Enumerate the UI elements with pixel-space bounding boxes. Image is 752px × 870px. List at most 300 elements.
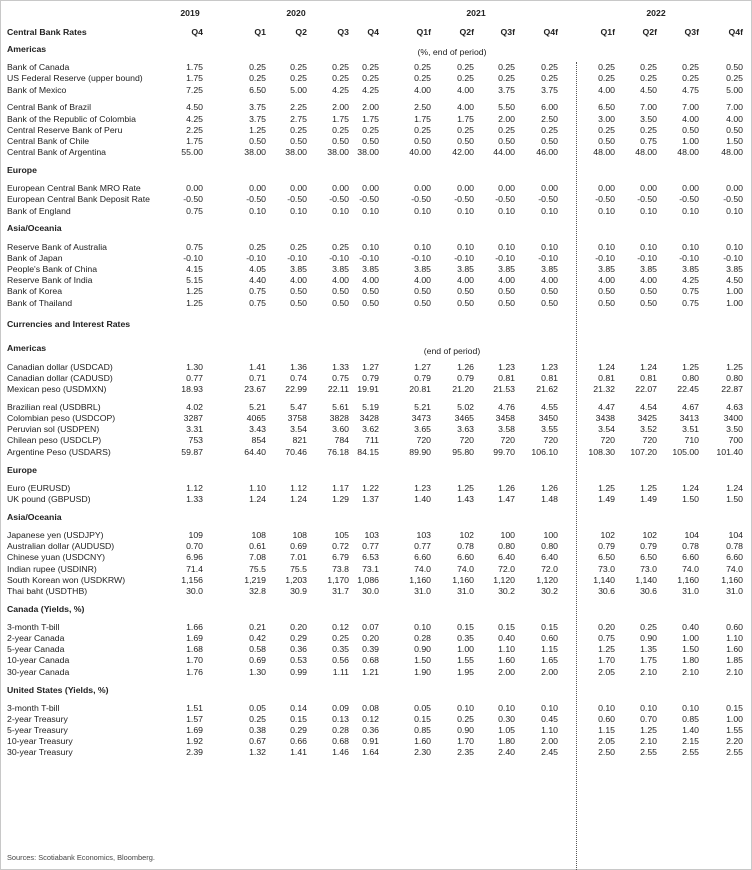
table-cell: 700 — [728, 435, 743, 446]
table-cell: 1.75 — [457, 113, 474, 124]
table-cell: -0.50 — [679, 194, 699, 205]
table-cell: 1.70 — [186, 655, 203, 666]
table-cell: 0.25 — [249, 62, 266, 73]
table-cell: 5.00 — [726, 84, 743, 95]
table-cell: -0.50 — [495, 194, 515, 205]
table-cell: 73.0 — [598, 563, 615, 574]
table-cell: 1,086 — [357, 574, 379, 585]
row-label: Bank of Thailand — [7, 297, 73, 308]
table-cell: 0.10 — [682, 241, 699, 252]
table-cell: 6.50 — [598, 552, 615, 563]
table-cell: 1.24 — [290, 493, 307, 504]
table-cell: 0.25 — [362, 62, 379, 73]
table-cell: 0.00 — [186, 183, 203, 194]
table-cell: -0.10 — [359, 252, 379, 263]
table-cell: 18.93 — [181, 384, 203, 395]
table-cell: 3450 — [538, 413, 558, 424]
table-cell: 0.15 — [290, 713, 307, 724]
table-cell: 0.25 — [249, 241, 266, 252]
table-cell: 0.00 — [726, 183, 743, 194]
region-heading: Asia/Oceania — [7, 223, 62, 234]
table-cell: 2.00 — [332, 102, 349, 113]
table-cell: -0.10 — [679, 252, 699, 263]
table-cell: 3.55 — [541, 424, 558, 435]
table-cell: 1,160 — [409, 574, 431, 585]
table-cell: 6.60 — [414, 552, 431, 563]
table-cell: 0.00 — [414, 183, 431, 194]
table-cell: -0.50 — [287, 194, 307, 205]
table-cell: 3.75 — [541, 84, 558, 95]
table-cell: 3.85 — [362, 264, 379, 275]
table-cell: 1.70 — [598, 655, 615, 666]
region-heading: United States (Yields, %) — [7, 684, 109, 695]
table-cell: 0.50 — [640, 286, 657, 297]
table-cell: 0.50 — [290, 135, 307, 146]
table-cell: 2.00 — [541, 736, 558, 747]
table-cell: 4.50 — [726, 275, 743, 286]
table-cell: 1.25 — [682, 361, 699, 372]
table-cell: 4.50 — [640, 84, 657, 95]
table-cell: 1.55 — [726, 725, 743, 736]
table-cell: 46.00 — [536, 147, 558, 158]
table-cell: 0.15 — [498, 621, 515, 632]
row-label: 30-year Canada — [7, 666, 70, 677]
table-cell: 1.60 — [498, 655, 515, 666]
table-cell: 1.00 — [457, 644, 474, 655]
table-cell: 2.10 — [640, 666, 657, 677]
table-cell: -0.50 — [538, 194, 558, 205]
table-cell: 7.01 — [290, 552, 307, 563]
table-cell: 38.00 — [244, 147, 266, 158]
table-cell: 105.00 — [672, 446, 699, 457]
table-cell: 0.75 — [640, 135, 657, 146]
row-label: Central Bank of Chile — [7, 135, 90, 146]
table-cell: 0.21 — [249, 621, 266, 632]
table-cell: 4.00 — [457, 84, 474, 95]
row-label: 10-year Canada — [7, 655, 70, 666]
table-cell: 0.50 — [726, 62, 743, 73]
table-cell: 1.46 — [332, 747, 349, 758]
table-cell: 854 — [251, 435, 266, 446]
table-cell: 3.85 — [457, 264, 474, 275]
table-cell: 0.25 — [498, 124, 515, 135]
table-cell: 2.55 — [726, 747, 743, 758]
table-cell: 2.25 — [290, 102, 307, 113]
table-cell: 3.43 — [249, 424, 266, 435]
table-cell: 1.25 — [186, 286, 203, 297]
table-cell: 4.00 — [457, 102, 474, 113]
table-cell: 42.00 — [452, 147, 474, 158]
table-cell: 0.10 — [457, 241, 474, 252]
year-header: 2022 — [646, 8, 666, 18]
table-cell: 3.85 — [498, 264, 515, 275]
table-cell: 2.10 — [726, 666, 743, 677]
table-cell: 0.25 — [332, 241, 349, 252]
table-cell: 0.00 — [498, 183, 515, 194]
table-cell: 55.00 — [181, 147, 203, 158]
row-label: 10-year Treasury — [7, 736, 73, 747]
table-cell: 0.70 — [640, 713, 657, 724]
row-label: Central Bank of Brazil — [7, 102, 92, 113]
quarter-header: Q1f — [416, 27, 431, 37]
region-heading: Americas — [7, 44, 47, 54]
table-cell: -0.50 — [723, 194, 743, 205]
table-cell: 7.08 — [249, 552, 266, 563]
table-cell: 3428 — [359, 413, 379, 424]
table-cell: 4.00 — [362, 275, 379, 286]
table-cell: 4.47 — [598, 401, 615, 412]
table-cell: 0.79 — [457, 372, 474, 383]
table-cell: 84.15 — [357, 446, 379, 457]
row-label: 5-year Canada — [7, 644, 65, 655]
table-cell: 1.90 — [414, 666, 431, 677]
row-label: South Korean won (USDKRW) — [7, 574, 126, 585]
region-heading: Canada (Yields, %) — [7, 603, 85, 614]
table-cell: 59.87 — [181, 446, 203, 457]
table-cell: 0.61 — [249, 541, 266, 552]
table-cell: 0.25 — [249, 73, 266, 84]
quarter-header: Q4f — [728, 27, 743, 37]
table-cell: 6.00 — [541, 102, 558, 113]
table-cell: -0.50 — [359, 194, 379, 205]
table-cell: 3413 — [679, 413, 699, 424]
row-label: Bank of Japan — [7, 252, 63, 263]
table-cell: 1,120 — [493, 574, 515, 585]
table-cell: 3758 — [287, 413, 307, 424]
table-cell: 3.60 — [332, 424, 349, 435]
row-label: Japanese yen (USDJPY) — [7, 529, 104, 540]
table-cell: 0.60 — [541, 633, 558, 644]
table-cell: 0.20 — [598, 621, 615, 632]
table-cell: 3.62 — [362, 424, 379, 435]
table-cell: 1.25 — [598, 644, 615, 655]
table-cell: 4.00 — [598, 84, 615, 95]
table-cell: 0.10 — [457, 205, 474, 216]
table-cell: 0.75 — [249, 297, 266, 308]
table-cell: 0.25 — [332, 73, 349, 84]
table-cell: 2.55 — [682, 747, 699, 758]
table-cell: 1.60 — [726, 644, 743, 655]
row-label: European Central Bank MRO Rate — [7, 183, 141, 194]
table-cell: 0.50 — [290, 297, 307, 308]
table-cell: 0.14 — [290, 702, 307, 713]
table-cell: 1.21 — [362, 666, 379, 677]
row-label: 5-year Treasury — [7, 725, 68, 736]
row-label: Chinese yuan (USDCNY) — [7, 552, 106, 563]
table-cell: 1.40 — [682, 725, 699, 736]
table-cell: 0.50 — [498, 135, 515, 146]
table-cell: 3.85 — [290, 264, 307, 275]
table-cell: -0.10 — [329, 252, 349, 263]
table-cell: 1.23 — [414, 482, 431, 493]
table-cell: 0.15 — [414, 713, 431, 724]
table-cell: 1.00 — [682, 633, 699, 644]
table-cell: -0.50 — [454, 194, 474, 205]
table-cell: 21.62 — [536, 384, 558, 395]
table-cell: 1.75 — [640, 655, 657, 666]
table-cell: 0.25 — [541, 73, 558, 84]
table-cell: 2.00 — [498, 113, 515, 124]
table-cell: 71.4 — [186, 563, 203, 574]
quarter-header: Q3f — [500, 27, 515, 37]
table-cell: 0.25 — [290, 124, 307, 135]
table-cell: 4.00 — [598, 275, 615, 286]
table-cell: 4.02 — [186, 401, 203, 412]
table-cell: 4.67 — [682, 401, 699, 412]
table-cell: 4.00 — [682, 113, 699, 124]
table-cell: 1,156 — [181, 574, 203, 585]
quarter-header: Q4 — [191, 27, 203, 37]
table-cell: 1.36 — [290, 361, 307, 372]
table-cell: 38.00 — [357, 147, 379, 158]
table-cell: 0.00 — [362, 183, 379, 194]
table-cell: 1.24 — [249, 493, 266, 504]
table-cell: 3.85 — [640, 264, 657, 275]
table-cell: 0.40 — [682, 621, 699, 632]
table-cell: 2.50 — [414, 102, 431, 113]
table-cell: 0.50 — [362, 297, 379, 308]
table-cell: 0.67 — [249, 736, 266, 747]
table-cell: 720 — [500, 435, 515, 446]
table-cell: 100 — [500, 529, 515, 540]
table-cell: 72.0 — [541, 563, 558, 574]
table-cell: 1.00 — [726, 297, 743, 308]
table-cell: 1.57 — [186, 713, 203, 724]
row-label: Australian dollar (AUDUSD) — [7, 541, 115, 552]
table-cell: 0.25 — [457, 73, 474, 84]
quarter-header: Q4f — [543, 27, 558, 37]
table-cell: 0.42 — [249, 633, 266, 644]
row-label: Bank of England — [7, 205, 71, 216]
table-cell: 0.90 — [414, 644, 431, 655]
table-cell: 0.07 — [362, 621, 379, 632]
table-cell: 0.53 — [290, 655, 307, 666]
table-cell: 0.25 — [598, 73, 615, 84]
table-cell: 0.00 — [598, 183, 615, 194]
table-cell: 1.22 — [362, 482, 379, 493]
table-cell: 1,140 — [635, 574, 657, 585]
table-cell: 720 — [600, 435, 615, 446]
table-cell: -0.10 — [183, 252, 203, 263]
table-cell: 0.25 — [640, 124, 657, 135]
table-cell: 0.79 — [598, 541, 615, 552]
table-cell: 2.35 — [457, 747, 474, 758]
table-cell: 0.25 — [414, 73, 431, 84]
table-cell: 0.50 — [414, 135, 431, 146]
table-cell: 0.30 — [498, 713, 515, 724]
table-cell: 2.15 — [682, 736, 699, 747]
table-cell: 2.10 — [682, 666, 699, 677]
region-heading: Americas — [7, 343, 47, 354]
table-cell: 6.40 — [541, 552, 558, 563]
row-label: Mexican peso (USDMXN) — [7, 384, 107, 395]
table-cell: 0.78 — [457, 541, 474, 552]
table-cell: 1.50 — [682, 493, 699, 504]
row-label: Euro (EURUSD) — [7, 482, 71, 493]
table-cell: 0.25 — [640, 62, 657, 73]
table-cell: 1.05 — [498, 725, 515, 736]
table-cell: 73.0 — [640, 563, 657, 574]
table-cell: 48.00 — [635, 147, 657, 158]
table-cell: 74.0 — [457, 563, 474, 574]
table-title: Central Bank Rates — [7, 27, 87, 37]
table-cell: 0.60 — [598, 713, 615, 724]
table-cell: 0.79 — [640, 541, 657, 552]
table-cell: 31.7 — [332, 585, 349, 596]
table-cell: 0.10 — [640, 205, 657, 216]
table-cell: 6.60 — [457, 552, 474, 563]
table-cell: 1.30 — [249, 666, 266, 677]
table-cell: 0.25 — [541, 62, 558, 73]
table-cell: 3465 — [454, 413, 474, 424]
table-cell: 1.25 — [249, 124, 266, 135]
row-label: Bank of Korea — [7, 286, 63, 297]
table-cell: 0.20 — [362, 633, 379, 644]
table-cell: 0.78 — [682, 541, 699, 552]
table-cell: 784 — [334, 435, 349, 446]
table-cell: 0.35 — [332, 644, 349, 655]
table-cell: 0.50 — [362, 286, 379, 297]
table-cell: 0.74 — [290, 372, 307, 383]
table-cell: 4.55 — [541, 401, 558, 412]
table-cell: 99.70 — [493, 446, 515, 457]
table-cell: 22.07 — [635, 384, 657, 395]
table-cell: 0.25 — [457, 713, 474, 724]
table-cell: 105 — [334, 529, 349, 540]
table-cell: 0.56 — [332, 655, 349, 666]
table-cell: 3.75 — [498, 84, 515, 95]
table-cell: 48.00 — [721, 147, 743, 158]
row-label: 3-month T-bill — [7, 621, 60, 632]
table-cell: 0.10 — [598, 702, 615, 713]
table-cell: 1.69 — [186, 633, 203, 644]
table-cell: 64.40 — [244, 446, 266, 457]
table-cell: 0.77 — [362, 541, 379, 552]
table-cell: 38.00 — [285, 147, 307, 158]
table-cell: 0.29 — [290, 633, 307, 644]
table-cell: 1.80 — [682, 655, 699, 666]
table-cell: 2.00 — [362, 102, 379, 113]
table-cell: 104 — [684, 529, 699, 540]
table-cell: 0.50 — [332, 297, 349, 308]
table-cell: -0.10 — [287, 252, 307, 263]
table-cell: 0.50 — [598, 135, 615, 146]
table-cell: 3.65 — [414, 424, 431, 435]
row-label: US Federal Reserve (upper bound) — [7, 73, 143, 84]
table-cell: 21.32 — [593, 384, 615, 395]
table-cell: -0.50 — [183, 194, 203, 205]
table-cell: 4.40 — [249, 275, 266, 286]
table-cell: 6.96 — [186, 552, 203, 563]
table-cell: 3.31 — [186, 424, 203, 435]
table-cell: 1.26 — [541, 482, 558, 493]
table-cell: 1.23 — [541, 361, 558, 372]
table-cell: 0.70 — [186, 541, 203, 552]
table-cell: 2.00 — [498, 666, 515, 677]
table-cell: 72.0 — [498, 563, 515, 574]
table-cell: 0.80 — [498, 541, 515, 552]
table-cell: 0.10 — [541, 702, 558, 713]
row-label: Brazilian real (USDBRL) — [7, 401, 101, 412]
table-cell: 1,203 — [285, 574, 307, 585]
table-cell: 0.91 — [362, 736, 379, 747]
table-cell: 1.65 — [541, 655, 558, 666]
table-cell: 1.25 — [457, 482, 474, 493]
table-cell: 75.5 — [249, 563, 266, 574]
table-cell: 2.55 — [640, 747, 657, 758]
table-cell: 3.85 — [332, 264, 349, 275]
row-label: Central Bank of Argentina — [7, 147, 107, 158]
table-cell: 76.18 — [327, 446, 349, 457]
table-cell: 1.35 — [640, 644, 657, 655]
table-cell: 0.10 — [498, 702, 515, 713]
table-cell: 0.50 — [457, 135, 474, 146]
table-cell: 103 — [416, 529, 431, 540]
table-cell: 0.50 — [541, 297, 558, 308]
table-cell: 103 — [364, 529, 379, 540]
table-cell: 1.00 — [682, 135, 699, 146]
table-cell: -0.10 — [637, 252, 657, 263]
table-cell: 5.21 — [414, 401, 431, 412]
table-cell: 0.75 — [598, 633, 615, 644]
table-cell: 1.26 — [498, 482, 515, 493]
table-cell: 0.20 — [290, 621, 307, 632]
table-cell: 1.66 — [186, 621, 203, 632]
table-cell: 0.12 — [332, 621, 349, 632]
table-cell: 0.40 — [498, 633, 515, 644]
table-cell: 30.2 — [498, 585, 515, 596]
table-cell: 1.27 — [362, 361, 379, 372]
table-cell: 2.40 — [498, 747, 515, 758]
table-cell: 0.10 — [598, 205, 615, 216]
table-cell: 1.24 — [726, 482, 743, 493]
table-cell: 0.25 — [414, 62, 431, 73]
table-cell: 22.11 — [327, 384, 349, 395]
table-cell: 1.43 — [457, 493, 474, 504]
row-label: Colombian peso (USDCOP) — [7, 413, 116, 424]
table-cell: 0.50 — [498, 286, 515, 297]
units-note: (%, end of period) — [417, 47, 487, 57]
table-cell: 0.38 — [249, 725, 266, 736]
year-header: 2021 — [466, 8, 486, 18]
table-cell: 1.12 — [290, 482, 307, 493]
table-cell: 0.25 — [682, 73, 699, 84]
table-cell: 1.37 — [362, 493, 379, 504]
table-cell: 1.49 — [598, 493, 615, 504]
table-cell: 20.81 — [409, 384, 431, 395]
table-cell: 720 — [459, 435, 474, 446]
table-cell: 22.45 — [677, 384, 699, 395]
table-cell: 0.79 — [362, 372, 379, 383]
table-cell: -0.10 — [246, 252, 266, 263]
table-cell: 102 — [642, 529, 657, 540]
table-cell: 109 — [188, 529, 203, 540]
table-cell: 0.36 — [290, 644, 307, 655]
table-cell: 0.77 — [186, 372, 203, 383]
table-cell: 1.60 — [414, 736, 431, 747]
table-cell: -0.10 — [723, 252, 743, 263]
table-cell: 0.28 — [332, 725, 349, 736]
table-cell: 1.75 — [332, 113, 349, 124]
year-header: 2019 — [180, 8, 200, 18]
table-cell: 1.12 — [186, 482, 203, 493]
table-cell: 0.25 — [249, 713, 266, 724]
table-cell: 89.90 — [409, 446, 431, 457]
table-cell: 0.81 — [598, 372, 615, 383]
table-cell: 0.00 — [290, 183, 307, 194]
table-cell: 3828 — [329, 413, 349, 424]
table-cell: 2.25 — [186, 124, 203, 135]
